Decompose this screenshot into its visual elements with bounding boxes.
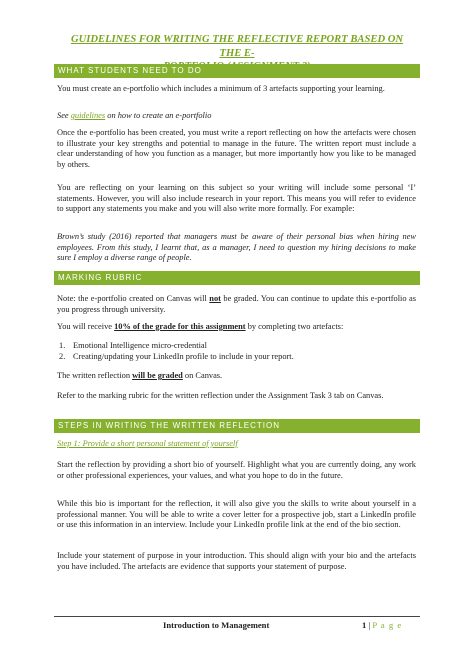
paragraph-create-eportfolio: You must create an e-portfolio which includes a minimum of 3 artefacts supporting your learning. [57,84,385,93]
section-header-marking-rubric: MARKING RUBRIC [54,271,420,285]
receive-suffix: by completing two artefacts: [245,322,344,331]
page-number: 1 [362,620,367,630]
artefacts-list [57,341,416,362]
receive-bold: 10% of the grade for this assignment [114,322,246,331]
page-separator: | [366,620,373,630]
see-prefix: See [57,111,71,120]
list-item-number: 1. [59,341,66,350]
list-item-number: 2. [59,351,66,361]
receive-prefix: You will receive [57,322,115,331]
footer-page-indicator [362,620,402,630]
written-bold: will be graded [132,371,183,380]
paragraph-write-report: Once the e-portfolio has been created, you must write a report reflecting on how the artefacts were chosen to illustrate your key strengths and potential to manage in the future. The written report must include a clear understanding of how you function as a manager, but more importantly how you like to be managed by others. [57,128,416,169]
title-line-1: GUIDELINES FOR WRITING THE REFLECTIVE REPORT BASED ON THE E- [70,34,404,59]
section-header-what-students: WHAT STUDENTS NEED TO DO [54,64,420,78]
list-item-text: Emotional Intelligence micro-credential [73,341,207,350]
paragraph-note-not-graded [57,294,416,315]
section-header-steps: STEPS IN WRITING THE WRITTEN REFLECTION [54,419,420,433]
footer-course-title: Introduction to Management [163,620,270,630]
paragraph-written-graded [57,371,416,382]
note-prefix: Note: the e-portfolio created on Canvas will [57,294,210,303]
footer-divider [54,616,420,617]
list-item-text: Creating/updating your LinkedIn profile to include in your report. [73,351,294,361]
paragraph-statement-purpose: Include your statement of purpose in your introduction. This should align with your bio and the artefacts you have included. The artefacts are evidence that supports your statement of purpose. [57,551,416,571]
note-suffix: be graded. You can continue to update this e-portfolio as you progress through university. [57,294,417,314]
paragraph-receive-grade [57,322,416,333]
paragraph-example-quote: Brown’s study (2016) reported that managers must be aware of their personal bias when hiring new employees. From this study, I learnt that, as a manager, I need to question my hiring decisions to make sure I employ a diverse range of people. [57,232,416,263]
note-not: not [209,294,221,303]
step-1-heading: Step 1: Provide a short personal statement of yourself [57,439,238,448]
paragraph-short-bio: Start the reflection by providing a short bio of yourself. Highlight what you are currently doing, any work or other professional experiences, your values, and what you hope to do in the future. [57,460,416,480]
guidelines-link[interactable]: guidelines [70,111,106,120]
written-suffix: on Canvas. [182,371,223,380]
list-item [57,352,416,363]
paragraph-see-guidelines [57,111,416,122]
paragraph-bio-importance: While this bio is important for the reflection, it will also give you the skills to write about yourself in a professional manner. You will be able to write a cover letter for a prospective job, start a LinkedIn profile or use this information in an interview. Include your LinkedIn profile link at the end of the bio section. [57,499,416,530]
see-suffix: on how to create an e-portfolio [105,111,212,120]
paragraph-reflecting: You are reflecting on your learning on this subject so your writing will include some personal ‘I’ statements. However, you will also include research in your report. This means you will refer to evidence to support any statements you make and you will also write more formally. For example: [57,183,416,214]
written-prefix: The written reflection [57,371,133,380]
list-item [57,341,416,352]
paragraph-refer-rubric: Refer to the marking rubric for the written reflection under the Assignment Task 3 tab on Canvas. [57,391,384,400]
page-label: P a g e [372,620,403,630]
